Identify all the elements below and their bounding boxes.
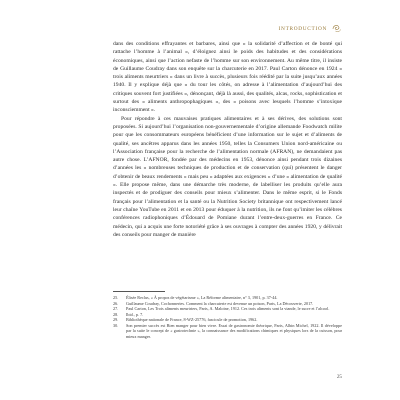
footnote-text: Son premier succès est Bien manger pour bien vivre. Essai de gastronomie théorique, Paris, Albin Michel, 1922. Il développe par la suite le concept de « gastrotechnie », la connaissance des modifications chimiques et physiques lors de la cuisson, pour mieux manger. xyxy=(126,322,342,339)
main-text xyxy=(113,40,342,239)
paragraph: dans des conditions effrayantes et barbares, ainsi que « la solidarité d’affection et de bonté qui rattache l’homme à l’animal », d’éloignez ainsi le poids des habitudes et des considérations économiques, ainsi que l’action nefaste de l’homme sur son environnement. Au même titre, il insiste de Guillaume Coudray dans son enquête sur la charcuterie en 2017. Paul Carton dénonce en 1924 « trois aliments meurtriers » dans un livre à succès, plusieurs fois réédité par la suite jusqu’aux années 1940. Il y explique déjà que « du tour les côtés, on adresse à l’alimentation d’aujourd’hui des critiques souvent fort justifiées », dénonçant, déjà là aussi, des qualités, alcas, rocks, sophistication et surtout des « aliments anthropophagiques », des « poisons avec lesquels l’homme s’intoxique inconsciemment ». xyxy=(113,41,342,114)
footnote-text: Guillaume Coudray, Cochonneries. Comment la charcuterie est devenue un poison, Paris, La Découverte, 2017. xyxy=(126,300,314,306)
running-head xyxy=(279,23,342,34)
flourish-icon xyxy=(331,23,342,34)
footnote-separator xyxy=(113,291,165,292)
running-title: INTRODUCTION xyxy=(278,25,327,32)
page-number: 25 xyxy=(336,374,342,380)
footnote-text: Bibliothèque nationale de France, 8-WZ-25776, fascicule de promotion, 1962. xyxy=(126,317,258,322)
footnote xyxy=(113,323,342,340)
footnote-number: 28. xyxy=(113,311,119,317)
footnote-number: 29. xyxy=(113,317,119,322)
footnotes xyxy=(113,295,342,339)
footnote-number: 25. xyxy=(113,295,119,300)
footnote-text: Élisée Reclus, « À propos de végétarisme », La Réforme alimentaire, n° 3, 1901, p. 37-44. xyxy=(126,295,278,300)
footnote-text: Ibid., p. 7. xyxy=(126,311,144,317)
footnote-number: 26. xyxy=(113,300,119,306)
footnote-number: 30. xyxy=(113,322,119,328)
footnote-text: Paul Carton, Les Trois aliments meurtriers, Paris, A. Maloine, 1912. Ces trois aliments sont la viande, le sucre et l’alcool. xyxy=(126,306,330,311)
paragraph: Pour répondre à ces mauvaises pratiques alimentaires et à ses dérives, des solutions sont proposées. Si aujourd’hui l’organisation non-gouvernementale d’origine allemande Foodwatch milite pour que les consommateurs européens bénéficient d’une information sur le sujet et d’aliments de qualité, ses ancêtres apparus dans les années 1950, telles la Consumers Union nord-américaine ou l’Association française pour la recherche de l’alimentation normale (AFRAN), ne demandaient pas autre chose. L’AFNOR, fondée par des médecins en 1953, dénonce ainsi pendant trois dizaines d’années les « nombreuses techniques de production et de conservation (qui) présentent le danger d’obtenir de beaux rendements » mais peu « adaptées aux exigences » d’une « alimentation de qualité ». Elle propose même, dans une démarche très moderne, de labelliser les produits qu’elle aura inspectés et de prodiguer des conseils pour mieux s’alimenter. Dans le même esprit, si le Fonds français pour l’alimentation et la santé ou la Nutrition Society britannique ont respectivement lancé leur chaîne YouTube en 2011 et en 2013 pour éduquer à la nutrition, ils ne font qu’imiter les célèbres conférences radiophoniques d’Édouard de Pomiane durant l’entre-deux-guerres en France. Ce médecin, qui a acquis une forte notoriété grâce à ses ouvrages à compter des années 1920, y délivrait des conseils pour manger de manière xyxy=(113,115,342,238)
footnote-number: 27. xyxy=(113,306,119,311)
